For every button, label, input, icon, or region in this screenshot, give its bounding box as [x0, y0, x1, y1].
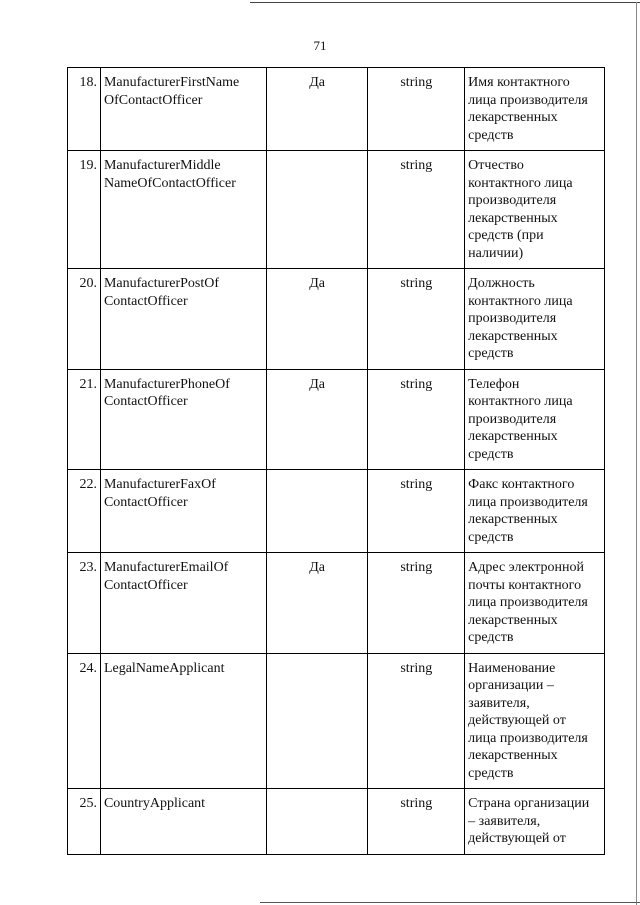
field-name-line: ManufacturerPhoneOf	[103, 376, 230, 392]
data-type: string	[368, 553, 465, 654]
description-line: лица производителя	[468, 92, 588, 108]
row-number: 19.	[68, 151, 101, 269]
field-name	[100, 369, 266, 470]
field-description	[465, 553, 605, 654]
description-line: средств	[468, 529, 514, 545]
scan-edge-right	[636, 2, 637, 905]
description-line: лекарственных	[468, 512, 558, 527]
field-description	[465, 653, 605, 789]
description-line: Адрес электронной	[468, 560, 585, 575]
field-name-line: ManufacturerPostOf	[103, 276, 220, 291]
description-line: наличии)	[468, 245, 524, 261]
table-row	[68, 68, 605, 151]
table-row	[68, 553, 605, 654]
field-name	[100, 653, 266, 789]
field-name	[100, 470, 266, 553]
scan-edge-bottom	[260, 902, 640, 903]
field-name-line: ContactOfficer	[103, 494, 188, 510]
field-name-line: CountryApplicant	[103, 796, 206, 811]
data-type: string	[368, 369, 465, 470]
field-name-line: ManufacturerMiddle	[103, 158, 221, 173]
description-line: средств	[468, 127, 514, 143]
required-flag: Да	[266, 68, 368, 151]
field-name-line: ContactOfficer	[103, 394, 188, 409]
field-description	[465, 269, 605, 370]
description-line: производителя	[468, 311, 557, 326]
field-name-line: ManufacturerFirstName	[103, 75, 240, 90]
description-line: лекарственных	[468, 612, 558, 628]
required-flag	[266, 470, 368, 553]
description-line: действующей от	[468, 713, 566, 728]
description-line: лекарственных	[468, 328, 558, 344]
row-number: 20.	[68, 269, 101, 370]
spec-table-body	[68, 68, 605, 855]
field-description	[465, 789, 605, 855]
table-row	[68, 269, 605, 370]
field-name-line: ContactOfficer	[103, 577, 188, 593]
required-flag	[266, 653, 368, 789]
spec-table	[67, 67, 605, 855]
description-line: Имя контактного	[468, 75, 570, 90]
description-line: средств	[468, 630, 514, 645]
field-name-line: OfContactOfficer	[103, 92, 203, 108]
description-line: лица производителя	[468, 494, 588, 510]
description-line: лекарственных	[468, 429, 558, 444]
required-flag: Да	[266, 553, 368, 654]
data-type: string	[368, 151, 465, 269]
description-line: действующей от	[468, 831, 566, 846]
description-line: контактного лица	[468, 394, 573, 409]
description-line: Отчество	[468, 158, 524, 173]
field-description	[465, 369, 605, 470]
row-number: 25.	[68, 789, 101, 855]
table-row	[68, 151, 605, 269]
field-name-line: ContactOfficer	[103, 293, 188, 309]
page-number: 71	[313, 38, 327, 53]
field-name-line: LegalNameApplicant	[103, 660, 225, 676]
field-description	[465, 68, 605, 151]
row-number: 24.	[68, 653, 101, 789]
required-flag: Да	[266, 369, 368, 470]
data-type: string	[368, 653, 465, 789]
description-line: Телефон	[468, 376, 520, 392]
table-row	[68, 789, 605, 855]
field-name	[100, 553, 266, 654]
table-row	[68, 369, 605, 470]
field-name-line: ManufacturerFaxOf	[103, 477, 216, 492]
description-line: заявителя,	[468, 695, 530, 711]
data-type: string	[368, 470, 465, 553]
description-line: лица производителя	[468, 730, 588, 746]
description-line: Наименование	[468, 660, 556, 676]
description-line: Факс контактного	[468, 477, 575, 492]
description-line: организации –	[468, 678, 554, 693]
field-name-line: NameOfContactOfficer	[103, 175, 236, 191]
description-line: производителя	[468, 411, 557, 427]
description-line: контактного лица	[468, 175, 573, 191]
description-line: производителя	[468, 193, 557, 208]
description-line: средств	[468, 765, 514, 781]
description-line: контактного лица	[468, 293, 573, 309]
field-description	[465, 470, 605, 553]
required-flag	[266, 151, 368, 269]
required-flag: Да	[266, 269, 368, 370]
data-type: string	[368, 269, 465, 370]
field-name	[100, 789, 266, 855]
row-number: 23.	[68, 553, 101, 654]
description-line: Страна организации	[468, 796, 590, 811]
row-number: 21.	[68, 369, 101, 470]
row-number: 18.	[68, 68, 101, 151]
description-line: – заявителя,	[468, 813, 541, 829]
description-line: лекарственных	[468, 110, 558, 125]
field-name	[100, 151, 266, 269]
description-line: лица производителя	[468, 595, 588, 610]
description-line: средств (при	[468, 228, 544, 243]
table-row	[68, 653, 605, 789]
field-name	[100, 269, 266, 370]
table-row	[68, 470, 605, 553]
description-line: средств	[468, 346, 514, 361]
field-description	[465, 151, 605, 269]
data-type: string	[368, 68, 465, 151]
description-line: почты контактного	[468, 577, 582, 593]
field-name-line: ManufacturerEmailOf	[103, 560, 229, 575]
row-number: 22.	[68, 470, 101, 553]
data-type: string	[368, 789, 465, 855]
field-name	[100, 68, 266, 151]
description-line: лекарственных	[468, 748, 558, 763]
scan-edge-top	[250, 2, 640, 3]
description-line: средств	[468, 446, 514, 462]
description-line: Должность	[468, 276, 535, 291]
required-flag	[266, 789, 368, 855]
description-line: лекарственных	[468, 210, 558, 226]
